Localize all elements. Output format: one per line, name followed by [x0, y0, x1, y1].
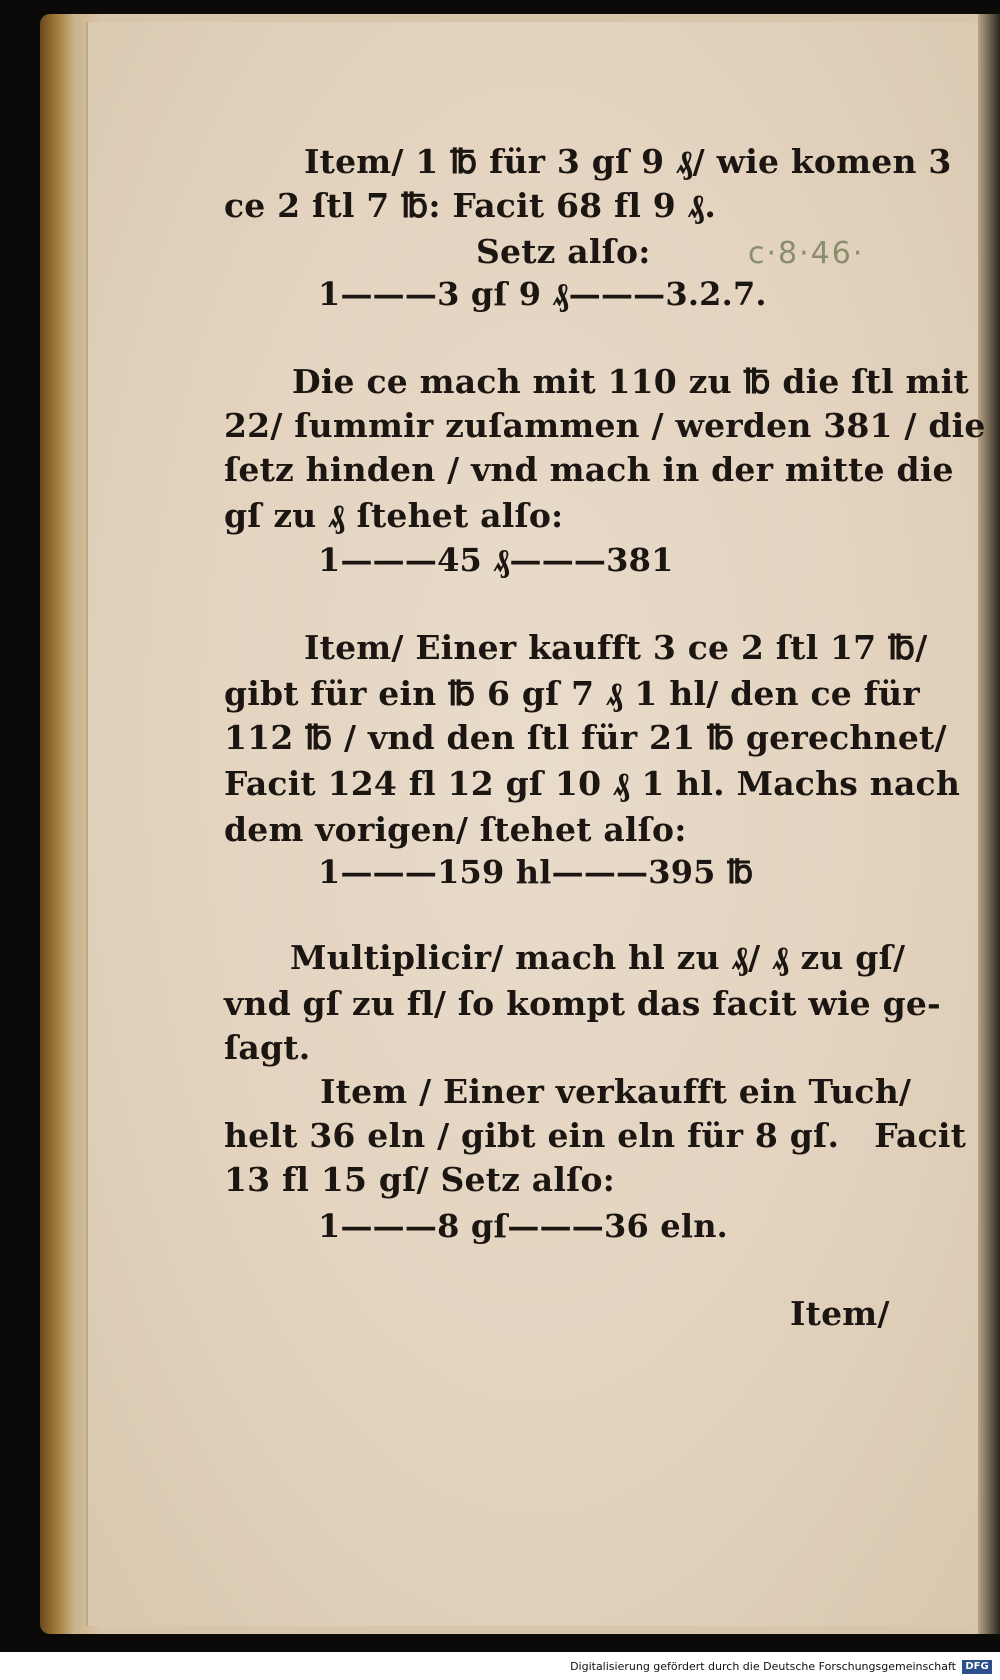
- text-line: helt 36 eln / gibt ein eln für 8 gſ. Facit: [224, 1116, 967, 1155]
- text-line: dem vorigen/ ſtehet alſo:: [224, 810, 687, 849]
- text-line: 112 ℔ / vnd den ſtl für 21 ℔ gerechnet/: [224, 718, 947, 757]
- text-line: Item/ 1 ℔ für 3 gſ 9 ₰/ wie komen 3: [304, 142, 952, 181]
- text-line: vnd gſ zu fl/ ſo kompt das facit wie ge-: [224, 984, 941, 1023]
- text-line: ſagt.: [224, 1028, 311, 1067]
- text-line: 13 fl 15 gſ/ Setz alſo:: [224, 1160, 616, 1199]
- text-line: gibt für ein ℔ 6 gſ 7 ₰ 1 hl/ den ce für: [224, 674, 920, 713]
- text-line: ſetz hinden / vnd mach in der mitte die: [224, 450, 954, 489]
- page-gutter-shadow: [978, 14, 1000, 1634]
- footer-credit: Digitalisierung gefördert durch die Deutsche Forschungsgemeinschaft: [570, 1660, 956, 1673]
- text-line: gſ zu ₰ ſtehet alſo:: [224, 496, 564, 535]
- dfg-logo: DFG: [962, 1660, 992, 1674]
- text-line: Setz alſo:: [476, 232, 651, 271]
- text-line: Multiplicir/ mach hl zu ₰/ ₰ zu gſ/: [290, 938, 906, 977]
- text-line: 22/ ſummir zuſammen / werden 381 / die: [224, 406, 986, 445]
- text-line: Item/ Einer kaufft 3 ce 2 ſtl 17 ℔/: [304, 628, 928, 667]
- proportion-line: 1———8 gſ———36 eln.: [318, 1207, 729, 1245]
- catchword: Item/: [790, 1294, 890, 1333]
- text-line: Die ce mach mit 110 zu ℔ die ſtl mit: [292, 362, 969, 401]
- proportion-line: 1———45 ₰———381: [318, 541, 674, 579]
- text-line: Facit 124 fl 12 gſ 10 ₰ 1 hl. Machs nach: [224, 764, 961, 803]
- text-line: ce 2 ſtl 7 ℔: Facit 68 fl 9 ₰.: [224, 186, 717, 225]
- proportion-line: 1———3 gſ 9 ₰———3.2.7.: [318, 275, 767, 313]
- proportion-line: 1———159 hl———395 ℔: [318, 853, 754, 891]
- text-line: Item / Einer verkaufft ein Tuch/: [320, 1072, 912, 1111]
- handwritten-annotation: c·8·46·: [748, 236, 865, 271]
